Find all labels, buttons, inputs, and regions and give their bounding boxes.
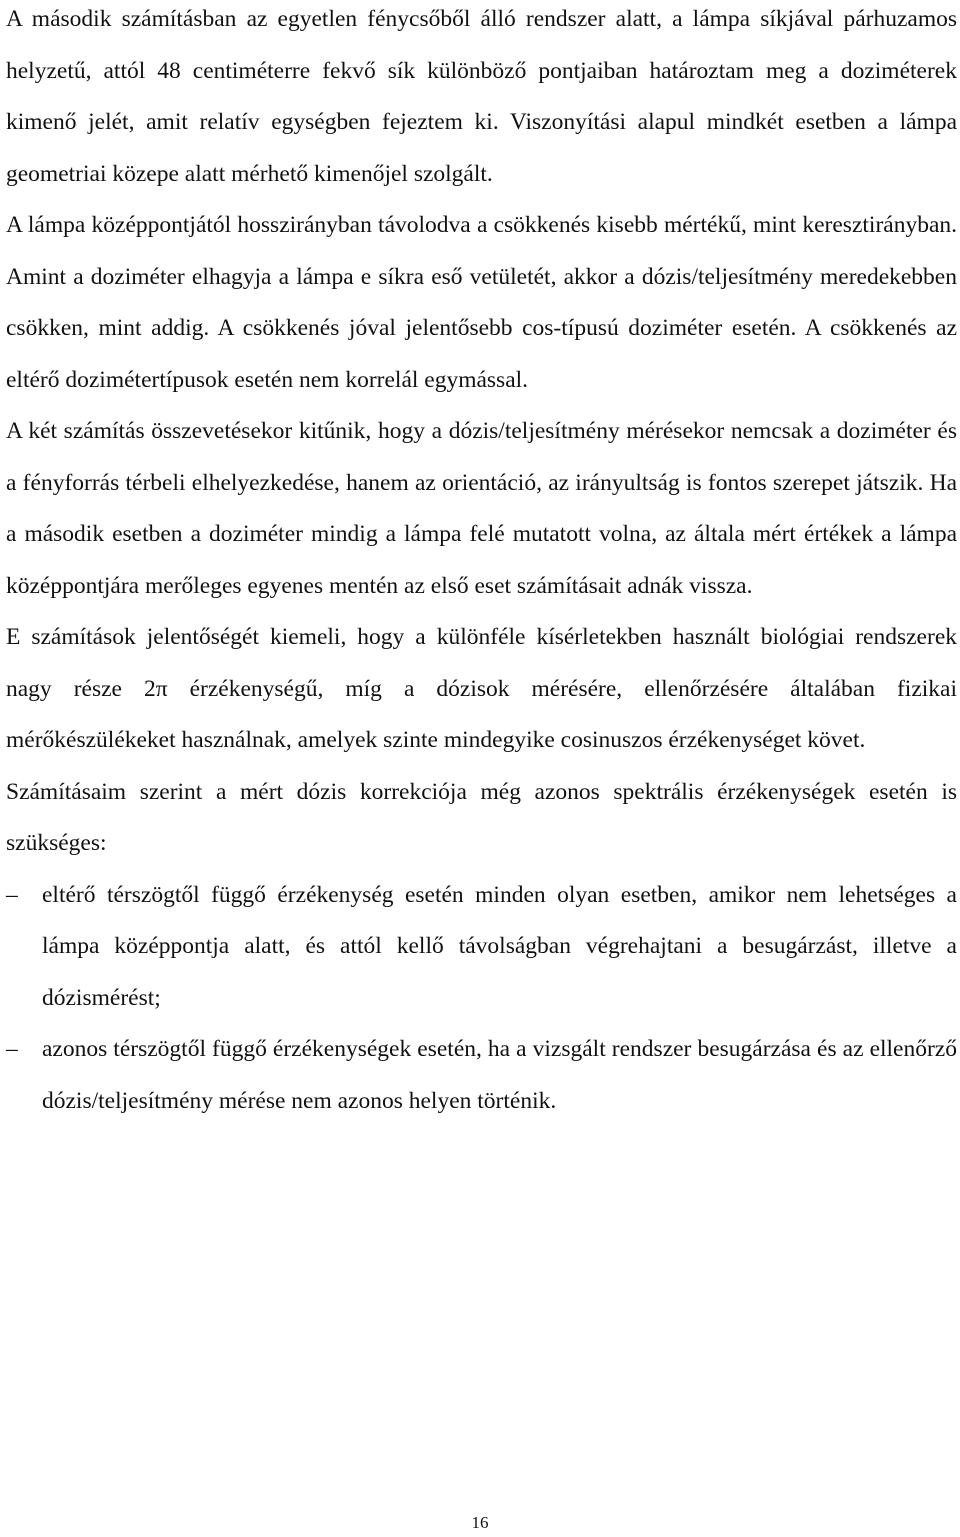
page-number: 16 (471, 1513, 489, 1532)
paragraph-significance: E számítások jelentőségét kiemeli, hogy a különféle kísérletekben használt biológiai rendszerek nagy része 2π érzékenységű, míg a dózisok mérésére, ellenőrzésére általában fizikai mérőkészülékeket használnak, amelyek szinte mindegyike cosinuszos érzékenységet követ. (6, 624, 957, 753)
dash-bullet-icon: – (6, 1036, 18, 1062)
list-item (6, 870, 957, 1025)
paragraph-second-calculation: A második számításban az egyetlen fénycsőből álló rendszer alatt, a lámpa síkjával párhuzamos helyzetű, attól 48 centiméterre fekvő sík különböző pontjaiban határoztam meg a doziméterek kimenő jelét, amit relatív egységben fejeztem ki. Viszonyítási alapul mindkét esetben a lámpa geometriai közepe alatt mérhető kimenőjel szolgált. (6, 6, 957, 187)
dash-bullet-icon: – (6, 881, 18, 908)
paragraph-correction-intro: Számításaim szerint a mért dózis korrekciója még azonos spektrális érzékenységek esetén is szükséges: (6, 778, 957, 856)
list-item-text: eltérő térszögtől függő érzékenység esetén minden olyan esetben, amikor nem lehetséges a lámpa középpontja alatt, és attól kellő távolságban végrehajtani a besugárzást, illetve a dózismérést; (42, 881, 957, 1011)
list-item (6, 1024, 957, 1127)
paragraph-comparison: A két számítás összevetésekor kitűnik, hogy a dózis/teljesítmény mérésekor nemcsak a doziméter és a fényforrás térbeli elhelyezkedése, hanem az orientáció, az irányultság is fontos szerepet játszik. Ha a második esetben a doziméter mindig a lámpa felé mutatott volna, az általa mért értékek a lámpa középpontjára merőleges egyenes mentén az első eset számításait adnák vissza. (6, 418, 957, 599)
list-item-text: azonos térszögtől függő érzékenységek esetén, ha a vizsgált rendszer besugárzása és az ellenőrző dózis/teljesítmény mérése nem azonos helyen történik. (42, 1036, 957, 1114)
correction-list (6, 870, 957, 1128)
paragraph-decrease-direction: A lámpa középpontjától hosszirányban távolodva a csökkenés kisebb mértékű, mint keresztirányban. Amint a doziméter elhagyja a lámpa e síkra eső vetületét, akkor a dózis/teljesítmény meredekebben csökken, mint addig. A csökkenés jóval jelentősebb cos-típusú doziméter esetén. A csökkenés az eltérő dozimétertípusok esetén nem korrelál egymással. (6, 212, 957, 393)
document-page (6, 0, 957, 1127)
